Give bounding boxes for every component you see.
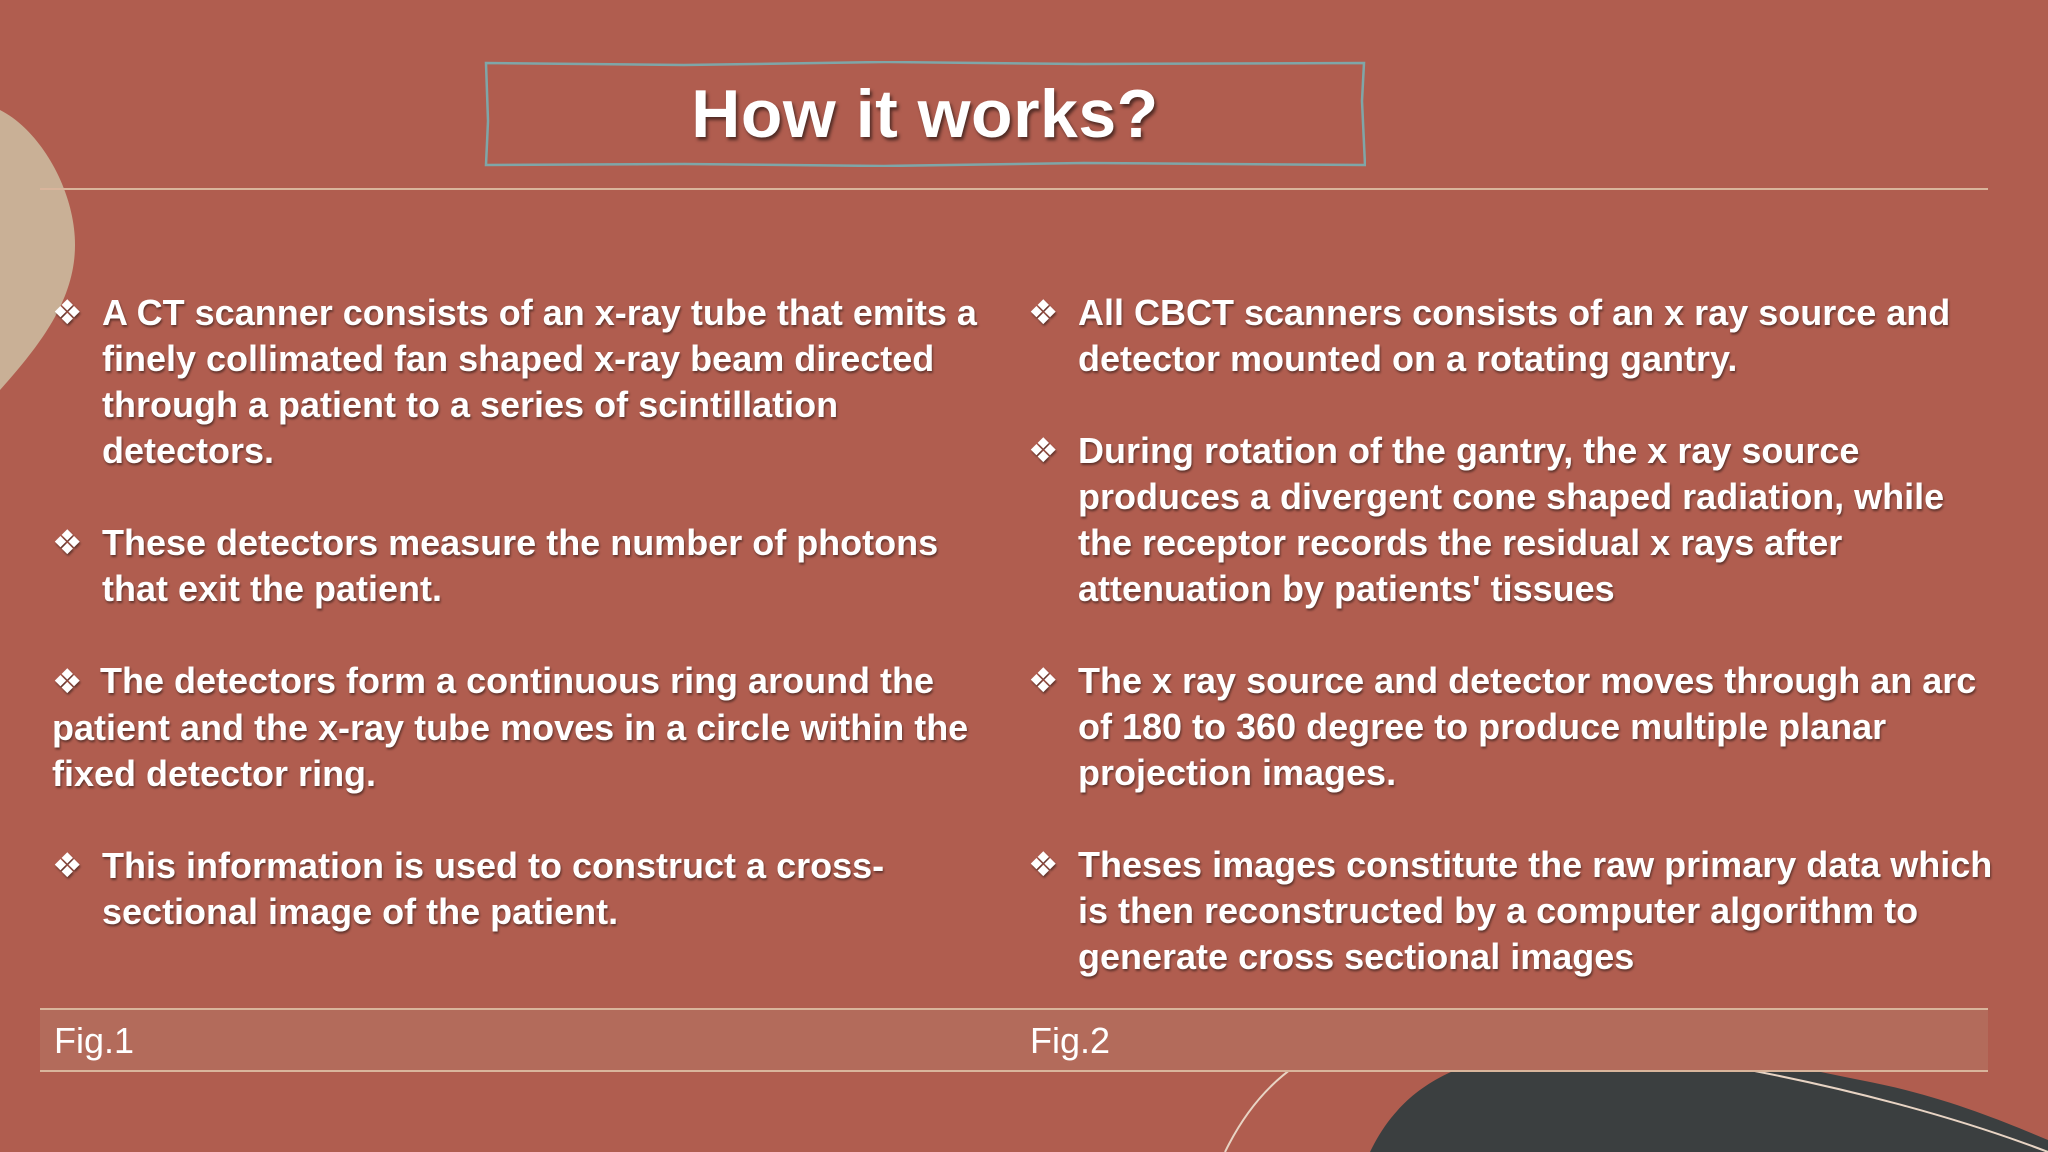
bullet-item xyxy=(1028,658,2008,796)
title-box xyxy=(484,61,1366,167)
bullet-icon: ❖ xyxy=(52,663,83,701)
bullet-item xyxy=(52,520,1012,612)
left-column xyxy=(52,290,1012,935)
bullet-item xyxy=(52,843,1012,935)
figure-caption-band xyxy=(40,1008,1988,1072)
bullet-icon: ❖ xyxy=(52,847,83,885)
bullet-icon: ❖ xyxy=(1028,662,1059,700)
bullet-text: During rotation of the gantry, the x ray source produces a divergent cone shaped radiation, while the receptor records the residual x rays after attenuation by patients' tissues xyxy=(1078,430,1945,609)
title-divider xyxy=(40,188,1988,190)
bullet-icon: ❖ xyxy=(1028,846,1059,884)
fig-2-label: Fig.2 xyxy=(1030,1020,1111,1061)
bullet-text: These detectors measure the number of photons that exit the patient. xyxy=(102,522,939,609)
bullet-item xyxy=(52,658,1012,797)
bullet-icon: ❖ xyxy=(52,294,83,332)
bullet-text: This information is used to construct a cross-sectional image of the patient. xyxy=(102,845,885,932)
bullet-icon: ❖ xyxy=(52,524,83,562)
bullet-text: The x ray source and detector moves through an arc of 180 to 360 degree to produce multiple planar projection images. xyxy=(1078,660,1977,793)
bullet-text: The detectors form a continuous ring around the patient and the x-ray tube moves in a circle within the fixed detector ring. xyxy=(52,660,969,794)
bullet-item xyxy=(1028,290,2008,382)
bullet-text: Theses images constitute the raw primary data which is then reconstructed by a computer algorithm to generate cross sectional images xyxy=(1078,844,1993,977)
bullet-icon: ❖ xyxy=(1028,294,1059,332)
fig-1-label: Fig.1 xyxy=(54,1020,135,1061)
right-column xyxy=(1028,290,2008,980)
bullet-item xyxy=(1028,428,2008,612)
bullet-text: All CBCT scanners consists of an x ray source and detector mounted on a rotating gantry. xyxy=(1078,292,1951,379)
bullet-item xyxy=(52,290,1012,474)
bullet-text: A CT scanner consists of an x-ray tube that emits a finely collimated fan shaped x-ray beam directed through a patient to a series of scintillation detectors. xyxy=(102,292,977,471)
slide-title: How it works? xyxy=(691,76,1159,152)
bullet-icon: ❖ xyxy=(1028,432,1059,470)
bullet-item xyxy=(1028,842,2008,980)
